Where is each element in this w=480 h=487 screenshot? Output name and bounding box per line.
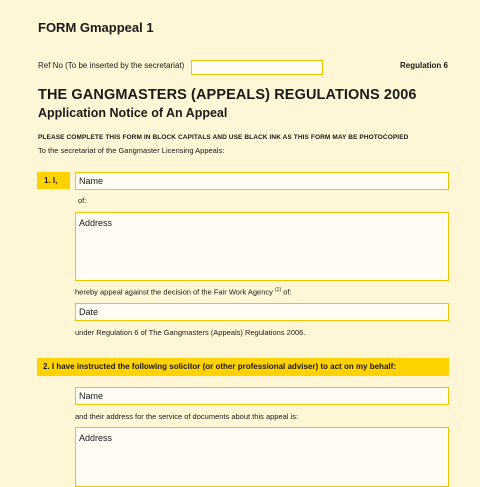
- applicant-address-field[interactable]: Address: [75, 212, 449, 281]
- applicant-name-field[interactable]: Name: [75, 172, 449, 190]
- form-id: FORM Gmappeal 1: [38, 20, 154, 35]
- appeal-statement-end: of:: [283, 287, 292, 297]
- regulation-statement: under Regulation 6 of The Gangmasters (Appeals) Regulations 2006.: [75, 328, 306, 337]
- appeal-statement-text: hereby appeal against the decision of the Fair Work Agency: [75, 287, 273, 297]
- ref-no-label: Ref No (To be inserted by the secretariat): [38, 61, 185, 70]
- form-title: THE GANGMASTERS (APPEALS) REGULATIONS 2006: [38, 87, 417, 103]
- solicitor-address-field[interactable]: Address: [75, 427, 449, 487]
- regulation-label: Regulation 6: [399, 61, 448, 70]
- instructions: PLEASE COMPLETE THIS FORM IN BLOCK CAPITALS AND USE BLACK INK AS THIS FORM MAY BE PHOTOCOPIED: [38, 134, 409, 141]
- addressee: To the secretariat of the Gangmaster Licensing Appeals:: [38, 146, 225, 155]
- section-1-label: 1. I,: [37, 172, 70, 189]
- section-2-label: 2. I have instructed the following solicitor (or other professional adviser) to act on my behalf:: [37, 358, 449, 376]
- form-subtitle: Application Notice of An Appeal: [38, 106, 228, 120]
- ref-no-field[interactable]: [191, 60, 323, 75]
- appeal-statement: [75, 287, 292, 297]
- of-label: of:: [78, 196, 87, 205]
- solicitor-name-field[interactable]: Name: [75, 387, 449, 405]
- decision-date-field[interactable]: Date: [75, 303, 449, 321]
- footnote-ref: (1): [275, 287, 282, 293]
- solicitor-address-label: and their address for the service of documents about this appeal is:: [75, 412, 299, 421]
